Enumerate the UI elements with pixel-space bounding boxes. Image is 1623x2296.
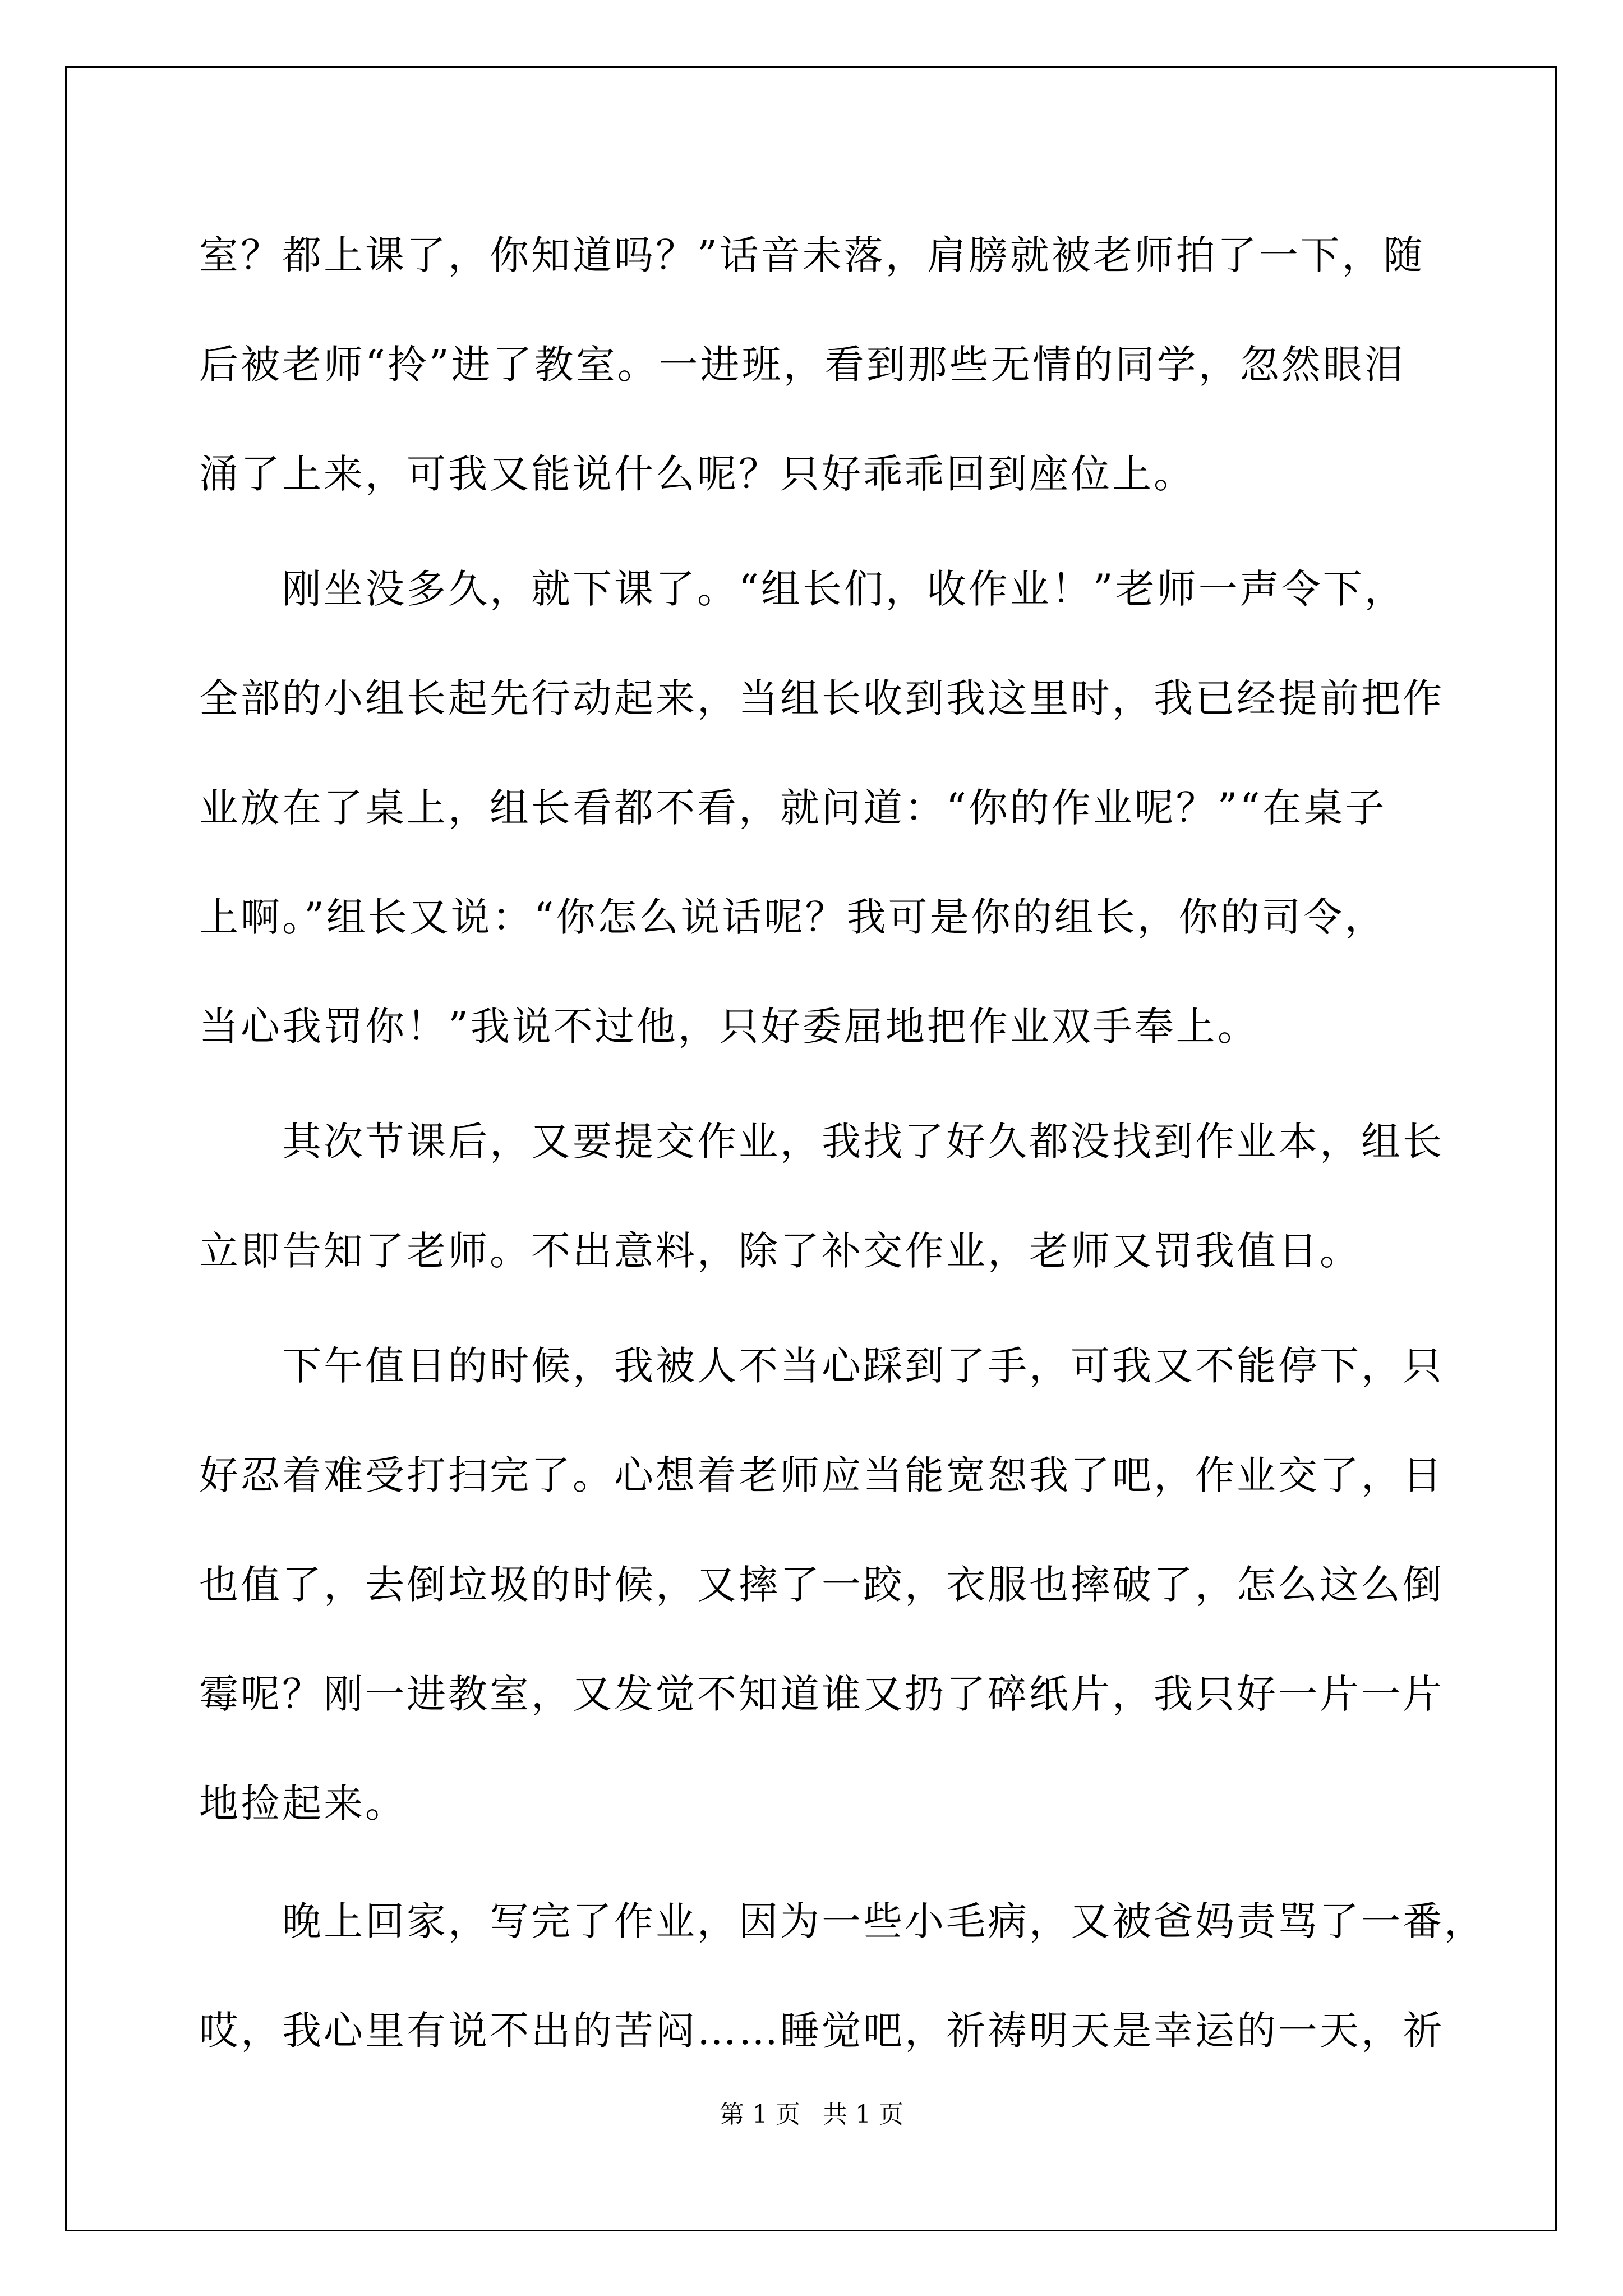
text-line: 全部的小组长起先行动起来，当组长收到我这里时，我已经提前把作 (199, 675, 1444, 721)
text-line: 当心我罚你！”我说不过他，只好委屈地把作业双手奉上。 (199, 1004, 1259, 1050)
page-footer (0, 2098, 1623, 2132)
text-line: 哎，我心里有说不出的苦闷……睡觉吧，祈祷明天是幸运的一天，祈 (199, 2008, 1444, 2054)
text-line: 刚坐没多久，就下课了。“组长们，收作业！”老师一声令下， (199, 566, 1406, 612)
page-number: 第 1 页 (720, 2100, 800, 2129)
text-line: 立即告知了老师。不出意料，除了补交作业，老师又罚我值日。 (199, 1228, 1361, 1274)
page-total: 共 1 页 (823, 2100, 903, 2129)
text-line: 其次节课后，又要提交作业，我找了好久都没找到作业本，组长 (199, 1119, 1444, 1165)
text-line: 晚上回家，写完了作业，因为一些小毛病，又被爸妈责骂了一番， (199, 1898, 1486, 1944)
text-line: 好忍着难受打扫完了。心想着老师应当能宽恕我了吧，作业交了，日 (199, 1452, 1444, 1498)
text-line: 也值了，去倒垃圾的时候，又摔了一跤，衣服也摔破了，怎么这么倒 (199, 1562, 1444, 1608)
text-line: 地捡起来。 (199, 1780, 407, 1826)
text-line: 室？都上课了，你知道吗？”话音未落，肩膀就被老师拍了一下，随 (199, 232, 1425, 278)
text-line: 下午值日的时候，我被人不当心踩到了手，可我又不能停下，只 (199, 1343, 1444, 1389)
text-line: 涌了上来，可我又能说什么呢？只好乖乖回到座位上。 (199, 451, 1195, 497)
text-line: 业放在了桌上，组长看都不看，就问道：“你的作业呢？”“在桌子 (199, 785, 1387, 831)
text-line: 后被老师“拎”进了教室。一进班，看到那些无情的同学，忽然眼泪 (199, 342, 1406, 388)
text-line: 霉呢？刚一进教室，又发觉不知道谁又扔了碎纸片，我只好一片一片 (199, 1671, 1444, 1717)
text-line: 上啊。”组长又说：“你怎么说话呢？我可是你的组长，你的司令， (199, 894, 1386, 940)
